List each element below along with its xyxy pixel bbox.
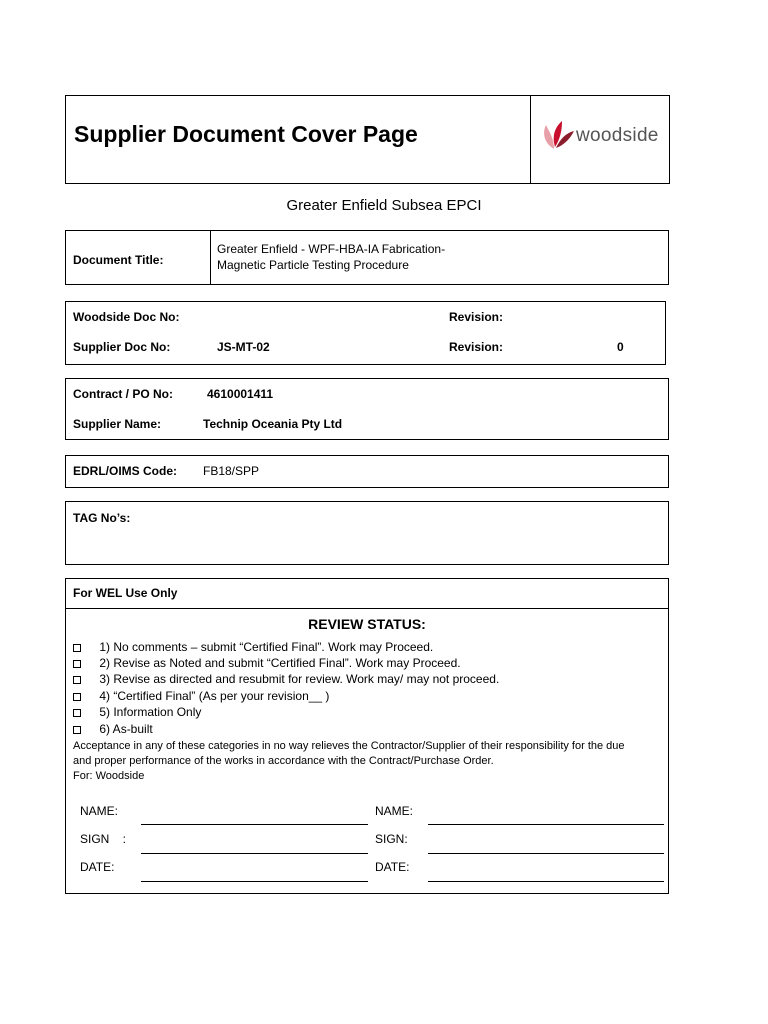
review-option-6[interactable]	[73, 722, 153, 736]
date-line-right[interactable]	[428, 881, 664, 882]
review-option-label: 2) Revise as Noted and submit “Certified Final”. Work may Proceed.	[99, 656, 461, 670]
sign-label-right: SIGN:	[375, 832, 408, 846]
edrl-value: FB18/SPP	[203, 464, 260, 478]
contract-box	[65, 378, 669, 440]
woodside-logo-icon	[540, 119, 576, 151]
supplier-revision-label: Revision:	[449, 340, 504, 354]
review-option-3[interactable]	[73, 672, 499, 686]
header-box	[65, 95, 670, 184]
sign-label-left: SIGN :	[80, 832, 127, 846]
review-option-label: 3) Revise as directed and resubmit for review. Work may/ may not proceed.	[99, 672, 500, 686]
page-title: Supplier Document Cover Page	[74, 121, 418, 147]
review-option-label: 5) Information Only	[99, 705, 202, 719]
document-title-divider	[210, 231, 211, 284]
checkbox-icon[interactable]	[73, 660, 81, 668]
tag-box	[65, 501, 669, 565]
document-title-line-1: Greater Enfield - WPF-HBA-IA Fabrication-	[217, 242, 446, 256]
acceptance-text-line-2: and proper performance of the works in accordance with the Contract/Purchase Order.	[73, 755, 494, 767]
name-line-left[interactable]	[141, 824, 368, 825]
document-title-label: Document Title:	[73, 253, 164, 267]
sign-line-right[interactable]	[428, 853, 664, 854]
checkbox-icon[interactable]	[73, 644, 81, 652]
doc-numbers-box	[65, 301, 666, 365]
supplier-name-label: Supplier Name:	[73, 417, 162, 431]
project-name: Greater Enfield Subsea EPCI	[286, 197, 482, 214]
review-option-4[interactable]	[73, 689, 329, 703]
supplier-revision-value: 0	[617, 340, 624, 354]
review-option-2[interactable]	[73, 656, 461, 670]
checkbox-icon[interactable]	[73, 676, 81, 684]
review-divider	[66, 608, 668, 609]
edrl-label: EDRL/OIMS Code:	[73, 464, 177, 478]
sign-line-left[interactable]	[141, 853, 368, 854]
review-option-1[interactable]	[73, 640, 433, 654]
checkbox-icon[interactable]	[73, 726, 81, 734]
contract-po-value: 4610001411	[207, 387, 274, 401]
woodside-logo	[540, 116, 665, 156]
contract-po-label: Contract / PO No:	[73, 387, 174, 401]
review-option-5[interactable]	[73, 705, 201, 719]
date-line-left[interactable]	[141, 881, 368, 882]
date-label-left: DATE:	[80, 860, 115, 874]
logo-wordmark: woodside	[576, 125, 659, 146]
checkbox-icon[interactable]	[73, 693, 81, 701]
woodside-doc-no-label: Woodside Doc No:	[73, 310, 180, 324]
supplier-name-value: Technip Oceania Pty Ltd	[203, 417, 343, 431]
date-label-right: DATE:	[375, 860, 410, 874]
review-option-label: 1) No comments – submit “Certified Final”. Work may Proceed.	[99, 640, 434, 654]
review-box	[65, 578, 669, 894]
name-label-right: NAME:	[375, 804, 414, 818]
supplier-doc-no-value: JS-MT-02	[217, 340, 270, 354]
review-option-label: 6) As-built	[99, 722, 153, 736]
review-option-label: 4) “Certified Final” (As per your revision__ )	[99, 689, 330, 703]
acceptance-text-line-1: Acceptance in any of these categories in no way relieves the Contractor/Supplier of their responsibility for the due	[73, 740, 625, 752]
name-line-right[interactable]	[428, 824, 664, 825]
tag-label: TAG No’s:	[73, 511, 131, 525]
document-title-box	[65, 230, 669, 285]
edrl-box	[65, 455, 669, 488]
review-status-title: REVIEW STATUS:	[308, 616, 426, 632]
checkbox-icon[interactable]	[73, 709, 81, 717]
supplier-doc-no-label: Supplier Doc No:	[73, 340, 171, 354]
document-title-line-2: Magnetic Particle Testing Procedure	[217, 258, 409, 272]
wel-use-only-label: For WEL Use Only	[73, 586, 178, 600]
woodside-revision-label: Revision:	[449, 310, 504, 324]
name-label-left: NAME:	[80, 804, 119, 818]
for-woodside-line: For: Woodside	[73, 770, 145, 782]
header-divider	[530, 96, 531, 183]
